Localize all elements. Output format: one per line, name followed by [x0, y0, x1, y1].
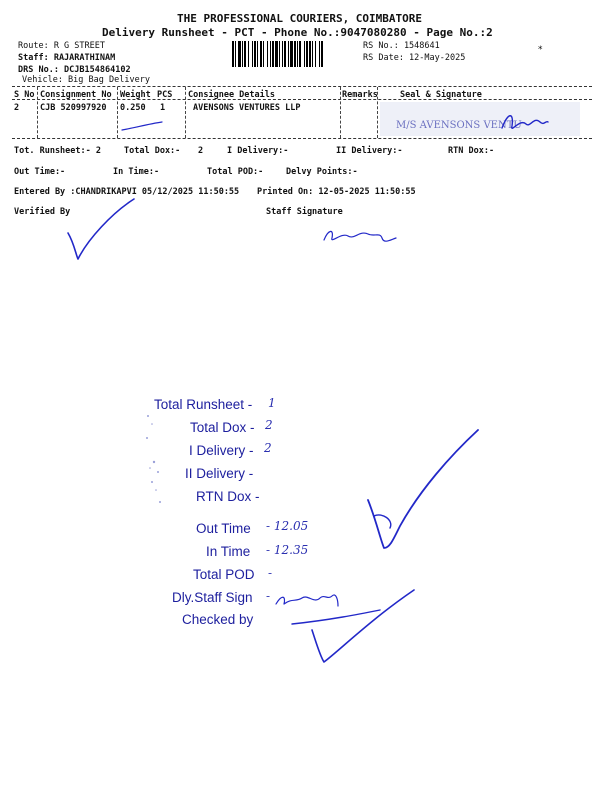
total-dox-value: 2 [198, 146, 204, 156]
entered-by: Entered By :CHANDRIKAPVI 05/12/2025 11:50:55 [14, 187, 240, 197]
barcode-bar [244, 41, 246, 67]
checked-tick-icon [360, 420, 490, 560]
star-mark: * [538, 45, 543, 55]
barcode-bar [257, 41, 258, 67]
barcode-bar [306, 41, 308, 67]
col-header-remarks: Remarks [342, 90, 378, 100]
barcode-bar [284, 41, 286, 67]
barcode-bar [267, 41, 268, 67]
barcode-bar [263, 41, 264, 67]
stamp-ii-delivery: II Delivery - [185, 466, 254, 481]
row-sno: 2 [14, 103, 20, 113]
barcode-bar [282, 41, 283, 67]
i-delivery: I Delivery:- [227, 146, 289, 156]
barcode-bar [252, 41, 253, 67]
barcode [232, 41, 358, 67]
stamp-total-runsheet: Total Runsheet - [154, 397, 253, 412]
stamp-i-delivery-value: 2 [264, 441, 272, 455]
ii-delivery: II Delivery:- [336, 146, 403, 156]
verified-by: Verified By [14, 207, 71, 217]
col-sep [185, 87, 186, 138]
stamp-i-delivery: I Delivery - [189, 443, 254, 458]
stamp-dly-staff-sign: Dly.Staff Sign [172, 590, 253, 605]
rs-number: RS No.: 1548641 [363, 41, 440, 51]
row-consignee: AVENSONS VENTURES LLP [193, 103, 301, 113]
out-time: Out Time:- [14, 167, 66, 177]
barcode-bar [242, 41, 243, 67]
vehicle: Vehicle: Big Bag Delivery [22, 75, 150, 85]
stamp-out-time-value: - 12.05 [266, 519, 309, 533]
staff: Staff: RAJARATHINAM [18, 53, 116, 63]
barcode-bar [312, 41, 313, 67]
barcode-bar [248, 41, 249, 67]
staff-signature-icon [320, 220, 400, 250]
total-dox-label: Total Dox:- [124, 146, 181, 156]
barcode-bar [260, 41, 262, 67]
barcode-bar [315, 41, 316, 67]
barcode-bar [279, 41, 280, 67]
barcode-bar [232, 41, 234, 67]
row-consignment: CJB 520997920 [40, 103, 107, 113]
stamp-total-pod: Total POD [193, 567, 255, 582]
table-top-rule [12, 86, 592, 87]
stamp-speckle-icon [142, 410, 172, 520]
stamp-in-time-value: - 12.35 [266, 543, 309, 557]
seal-signature-icon [500, 110, 550, 135]
col-header-seal: Seal & Signature [400, 90, 482, 100]
delvy-points: Delvy Points:- [286, 167, 358, 177]
stamp-in-time: In Time [206, 544, 251, 559]
route: Route: R G STREET [18, 41, 105, 51]
drs-number: DRS No.: DCJB154864102 [18, 65, 131, 75]
printed-on: Printed On: 12-05-2025 11:50:55 [257, 187, 416, 197]
barcode-bar [294, 41, 296, 67]
in-time: In Time:- [113, 167, 160, 177]
barcode-bar [299, 41, 301, 67]
stamp-dly-staff-sign-value: - [266, 589, 271, 603]
barcode-bar [319, 41, 320, 67]
runsheet-subtitle: Delivery Runsheet - PCT - Phone No.:9047080280 - Page No.:2 [102, 26, 493, 39]
barcode-bar [290, 41, 293, 67]
barcode-bar [309, 41, 311, 67]
barcode-bar [275, 41, 278, 67]
total-pod: Total POD:- [207, 167, 264, 177]
barcode-bar [272, 41, 274, 67]
tot-runsheet: Tot. Runsheet:- 2 [14, 146, 101, 156]
col-header-consignee: Consignee Details [188, 90, 275, 100]
barcode-bar [297, 41, 298, 67]
col-header-consignment: Consignment No [40, 90, 112, 100]
barcode-bar [254, 41, 256, 67]
barcode-bar [270, 41, 271, 67]
barcode-bar [321, 41, 323, 67]
stamp-total-dox-value: 2 [265, 418, 273, 432]
staff-signature-label: Staff Signature [266, 207, 343, 217]
stamp-total-dox: Total Dox - [190, 420, 255, 435]
table-bottom-rule [12, 138, 592, 139]
barcode-bar [288, 41, 289, 67]
seal-stamp-text: M/S AVENSONS VENTU [396, 120, 522, 131]
barcode-bar [304, 41, 305, 67]
barcode-bar [238, 41, 241, 67]
stamp-total-pod-value: - [268, 566, 273, 580]
rtn-dox: RTN Dox:- [448, 146, 495, 156]
col-header-weight: Weight [120, 90, 151, 100]
rs-date: RS Date: 12-May-2025 [363, 53, 466, 63]
company-title: THE PROFESSIONAL COURIERS, COIMBATORE [177, 12, 423, 25]
row-weight: 0.250 [120, 103, 146, 113]
stamp-checked-by: Checked by [182, 612, 254, 627]
col-sep [37, 87, 38, 138]
stamp-out-time: Out Time [196, 521, 251, 536]
col-sep [340, 87, 341, 138]
stamp-rtn-dox: RTN Dox - [196, 489, 260, 504]
checked-by-signature-icon [290, 580, 420, 670]
barcode-bar [235, 41, 236, 67]
col-sep [117, 87, 118, 138]
weight-tick-icon [120, 118, 165, 134]
col-header-sno: S No [14, 90, 35, 100]
verified-check-icon [60, 195, 140, 265]
row-pcs: 1 [160, 103, 166, 113]
col-header-pcs: PCS [157, 90, 173, 100]
stamp-total-runsheet-value: 1 [268, 396, 276, 410]
